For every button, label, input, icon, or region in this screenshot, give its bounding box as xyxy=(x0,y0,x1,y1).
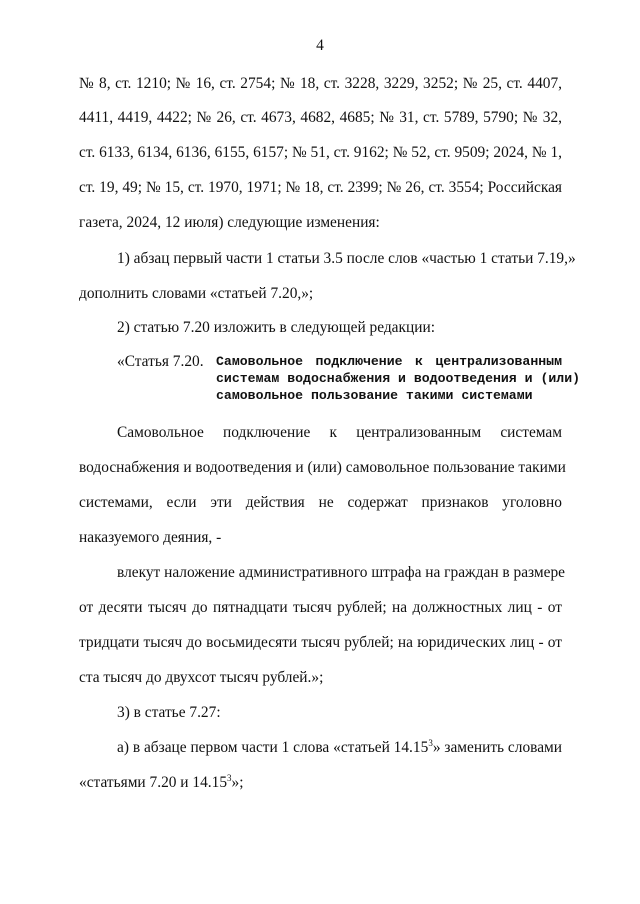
text-line: тридцати тысяч до восьмидесяти тысяч рублей; на юридических лиц - от xyxy=(79,634,562,651)
text-segment: а) в абзаце первом части 1 слова «статьей 14.15 xyxy=(117,739,429,756)
text-segment: »; xyxy=(231,774,244,791)
text-line-item-a xyxy=(117,738,562,757)
text-line-item-a xyxy=(79,773,562,792)
text-line: влекут наложение административного штрафа на граждан в размере xyxy=(117,564,566,581)
text-line: наказуемого деяния, - xyxy=(79,529,222,546)
text-line: от десяти тысяч до пятнадцати тысяч рублей; на должностных лиц - от xyxy=(79,599,562,616)
superscript: 3 xyxy=(428,738,433,748)
text-line: ста тысяч до двухсот тысяч рублей.»; xyxy=(79,669,324,686)
text-line: 3) в статье 7.27: xyxy=(117,704,221,721)
text-segment: «статьями 7.20 и 14.15 xyxy=(79,774,228,791)
article-title-line: системам водоснабжения и водоотведения и (или) xyxy=(216,371,581,386)
superscript: 3 xyxy=(227,773,232,783)
text-line: 2) статью 7.20 изложить в следующей редакции: xyxy=(117,319,435,336)
article-label: «Статья 7.20. xyxy=(117,353,204,370)
text-line: ст. 19, 49; № 15, ст. 1970, 1971; № 18, ст. 2399; № 26, ст. 3554; Российская xyxy=(79,179,562,196)
text-line: системами, если эти действия не содержат признаков уголовно xyxy=(79,494,562,511)
text-line: 1) абзац первый части 1 статьи 3.5 после слов «частью 1 статьи 7.19,» xyxy=(117,250,576,267)
text-line: 4411, 4419, 4422; № 26, ст. 4673, 4682, 4685; № 31, ст. 5789, 5790; № 32, xyxy=(79,109,562,126)
text-line: Самовольное подключение к централизованным системам xyxy=(117,424,562,441)
text-line: № 8, ст. 1210; № 16, ст. 2754; № 18, ст. 3228, 3229, 3252; № 25, ст. 4407, xyxy=(79,75,562,92)
text-line: водоснабжения и водоотведения и (или) самовольное пользование такими xyxy=(79,459,566,476)
text-segment: » заменить словами xyxy=(432,739,563,756)
page-number: 4 xyxy=(316,37,324,54)
text-line: газета, 2024, 12 июля) следующие изменения: xyxy=(79,214,380,231)
article-title-line: самовольное пользование такими системами xyxy=(216,388,533,403)
text-line: дополнить словами «статьей 7.20,»; xyxy=(79,285,314,302)
article-title-line: Самовольное подключение к централизованным xyxy=(216,354,562,369)
text-line: ст. 6133, 6134, 6136, 6155, 6157; № 51, ст. 9162; № 52, ст. 9509; 2024, № 1, xyxy=(79,144,562,161)
